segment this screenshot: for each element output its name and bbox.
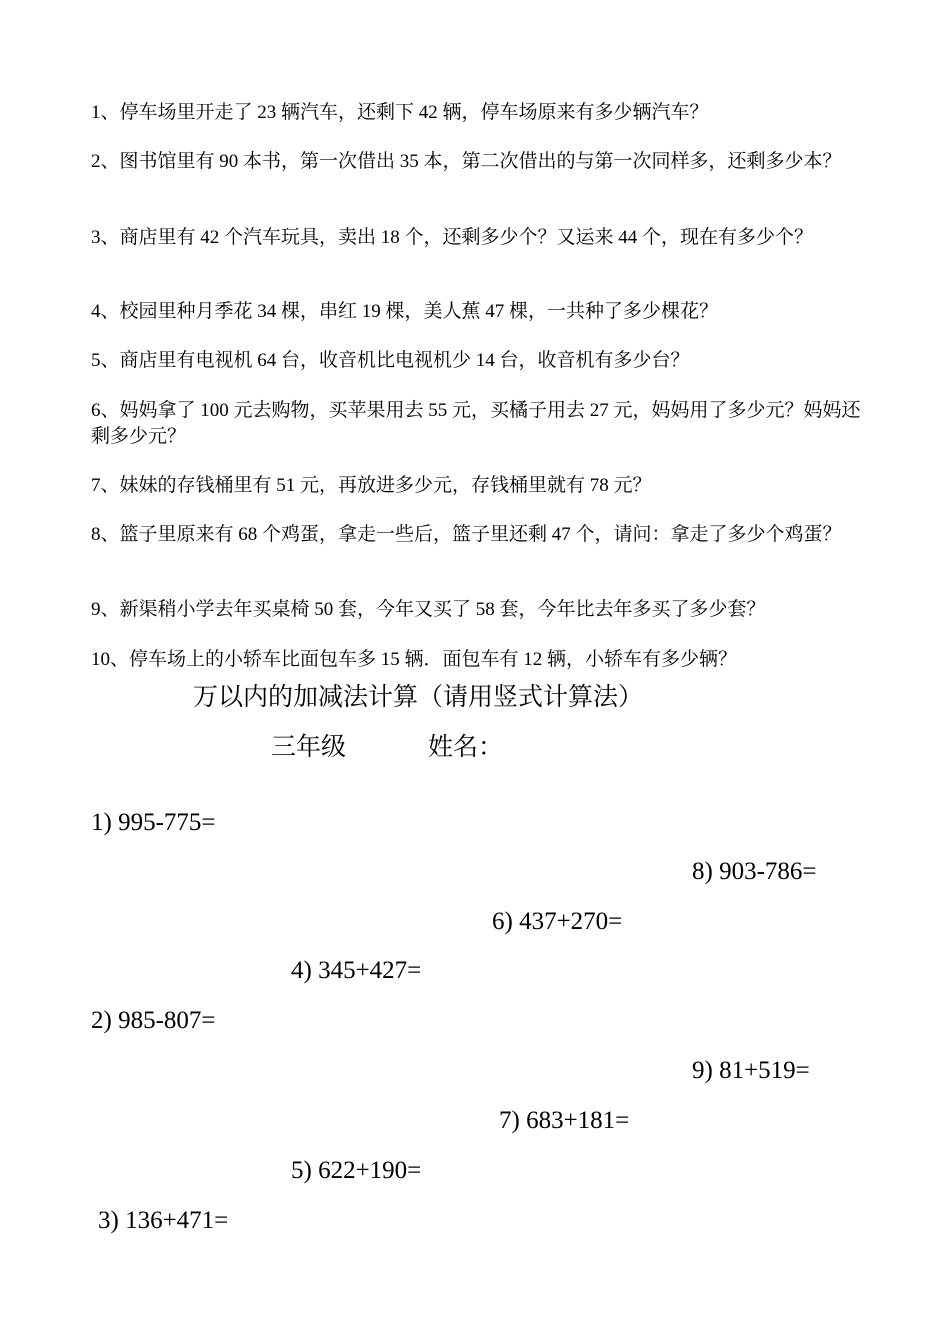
calc-exercise-2: 2) 985-807= (91, 1007, 216, 1034)
name-label: 姓名： (428, 734, 504, 761)
calc-exercise-5: 5) 622+190= (291, 1157, 422, 1184)
calc-exercise-6: 6) 437+270= (492, 908, 623, 935)
word-problem-10: 10、停车场上的小轿车比面包车多 15 辆．面包车有 12 辆，小轿车有多少辆？ (91, 649, 738, 670)
word-problem-5: 5、商店里有电视机 64 台，收音机比电视机少 14 台，收音机有多少台？ (91, 350, 690, 371)
calc-exercise-7: 7) 683+181= (499, 1107, 630, 1134)
word-problem-4: 4、校园里种月季花 34 棵，串红 19 棵，美人蕉 47 棵，一共种了多少棵花？ (91, 301, 719, 322)
calc-exercise-3: 3) 136+471= (98, 1207, 229, 1234)
word-problem-2: 2、图书馆里有 90 本书，第一次借出 35 本，第二次借出的与第一次同样多，还剩多少本？ (91, 151, 842, 172)
word-problem-8: 8、篮子里原来有 68 个鸡蛋，拿走一些后，篮子里还剩 47 个，请问：拿走了多少个鸡蛋？ (91, 524, 842, 545)
grade-label: 三年级 (271, 734, 347, 761)
word-problem-1: 1、停车场里开走了 23 辆汽车，还剩下 42 辆，停车场原来有多少辆汽车？ (91, 102, 709, 123)
word-problem-9: 9、新渠稍小学去年买桌椅 50 套，今年又买了 58 套，今年比去年多买了多少套？ (91, 599, 766, 620)
word-problem-6: 6、妈妈拿了 100 元去购物，买苹果用去 55 元，买橘子用去 27 元，妈妈用了多少元？妈妈还剩多少元？ (91, 400, 861, 447)
calc-exercise-1: 1) 995-775= (91, 809, 216, 836)
word-problem-3: 3、商店里有 42 个汽车玩具，卖出 18 个，还剩多少个？又运来 44 个，现在有多少个？ (91, 227, 814, 248)
calc-exercise-9: 9) 81+519= (692, 1057, 810, 1084)
calc-exercise-4: 4) 345+427= (291, 957, 422, 984)
section-title: 万以内的加减法计算（请用竖式计算法） (193, 684, 644, 711)
word-problem-7: 7、妹妹的存钱桶里有 51 元，再放进多少元，存钱桶里就有 78 元？ (91, 475, 652, 496)
calc-exercise-8: 8) 903-786= (692, 858, 817, 885)
